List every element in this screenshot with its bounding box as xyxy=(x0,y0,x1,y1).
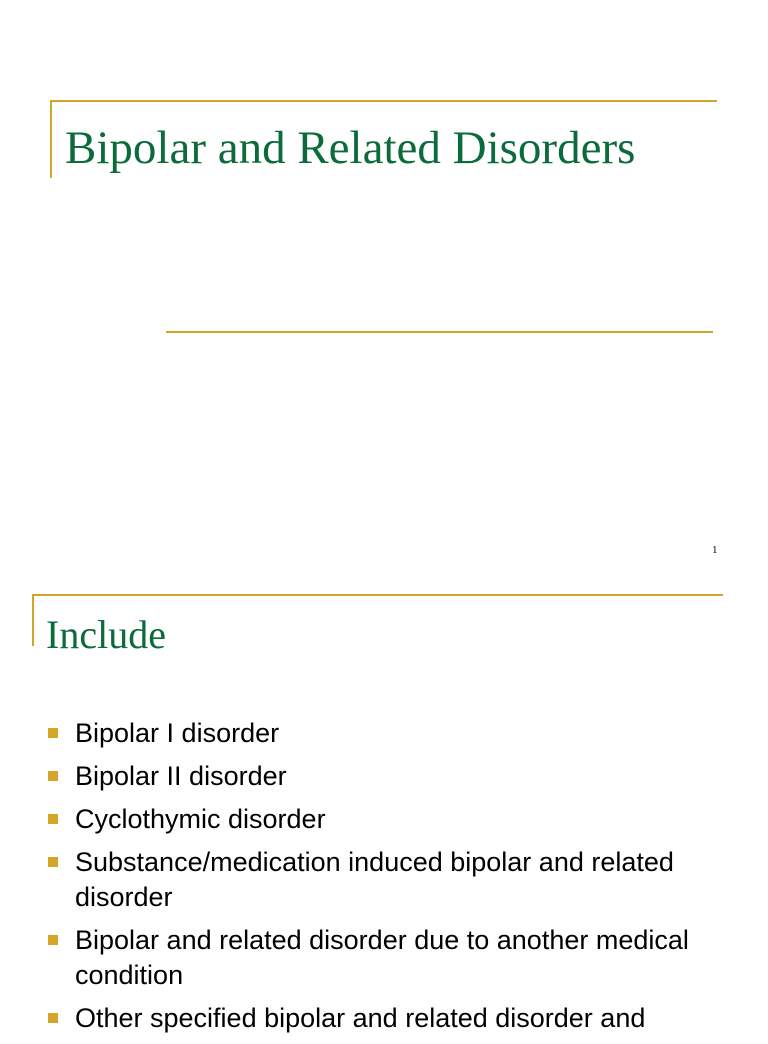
list-item xyxy=(46,845,736,915)
list-item xyxy=(46,759,736,794)
square-bullet-icon xyxy=(48,771,58,781)
list-item-text: Bipolar I disorder xyxy=(75,718,280,748)
title-frame-top-border xyxy=(50,100,717,102)
list-item-text: Cyclothymic disorder xyxy=(75,804,326,834)
square-bullet-icon xyxy=(48,935,58,945)
divider-line xyxy=(166,331,713,333)
slide-title: Bipolar and Related Disorders xyxy=(65,122,636,174)
list-item-text: Bipolar II disorder xyxy=(75,761,287,791)
page-number: 1 xyxy=(712,544,718,556)
list-item xyxy=(46,1001,736,1036)
list-item-text: Substance/medication induced bipolar and related disorder xyxy=(75,847,674,912)
title-frame-top-border xyxy=(32,594,723,596)
slide-title: Include xyxy=(46,612,166,657)
square-bullet-icon xyxy=(48,728,58,738)
list-item xyxy=(46,923,736,993)
title-frame-left-border xyxy=(50,100,52,178)
slide-2 xyxy=(0,580,768,1033)
bullet-list xyxy=(46,716,736,1044)
title-frame-left-border xyxy=(32,594,34,646)
square-bullet-icon xyxy=(48,814,58,824)
list-item xyxy=(46,716,736,751)
list-item-text: Bipolar and related disorder due to another medical condition xyxy=(75,925,689,990)
list-item xyxy=(46,802,736,837)
square-bullet-icon xyxy=(48,857,58,867)
square-bullet-icon xyxy=(48,1013,58,1023)
list-item-text: Other specified bipolar and related disorder and xyxy=(75,1003,646,1033)
